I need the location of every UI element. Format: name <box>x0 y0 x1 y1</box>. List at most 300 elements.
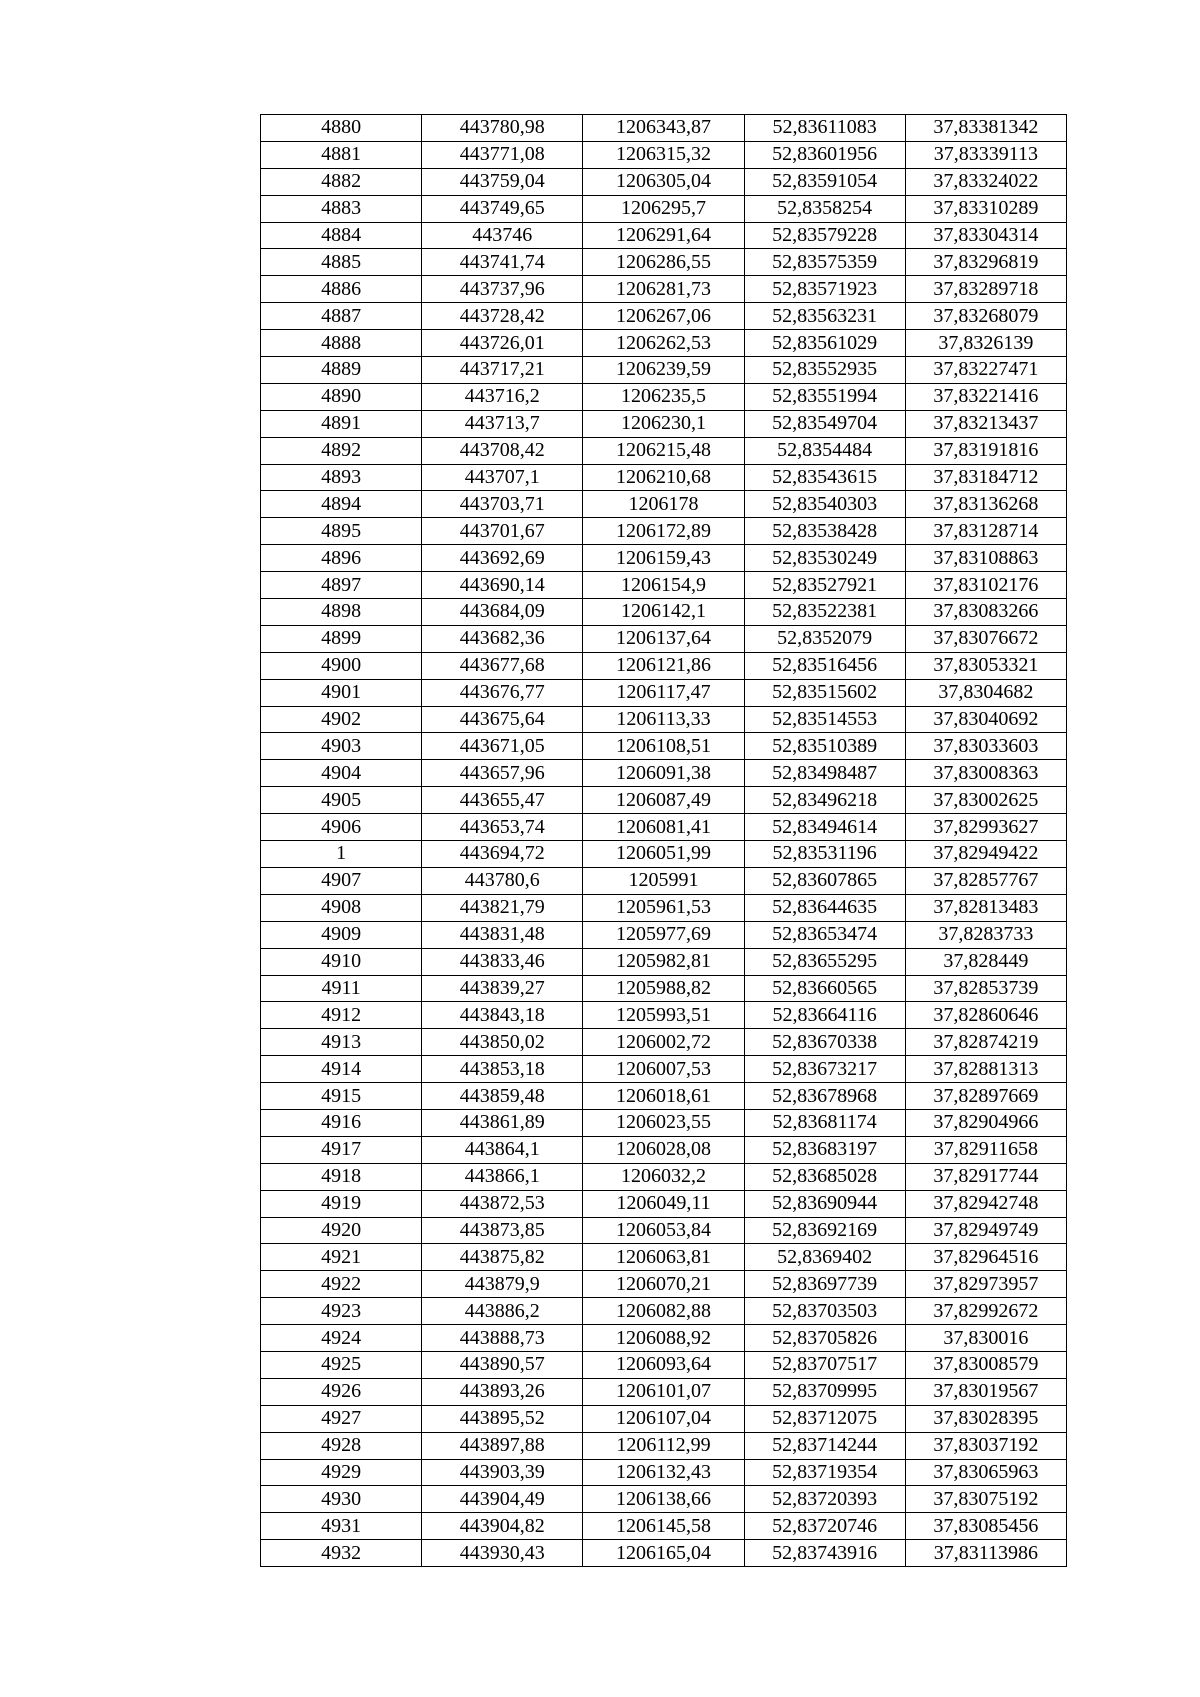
coordinates-table-body <box>261 115 1067 1567</box>
point-number-cell: 4922 <box>261 1271 422 1298</box>
longitude-cell: 37,82992672 <box>905 1298 1066 1325</box>
latitude-cell: 52,83496218 <box>744 787 905 814</box>
x-coordinate-cell: 443675,64 <box>422 706 583 733</box>
table-row <box>261 1378 1067 1405</box>
x-coordinate-cell: 443657,96 <box>422 760 583 787</box>
longitude-cell: 37,83028395 <box>905 1405 1066 1432</box>
x-coordinate-cell: 443771,08 <box>422 141 583 168</box>
longitude-cell: 37,82897669 <box>905 1083 1066 1110</box>
y-coordinate-cell: 1206145,58 <box>583 1513 744 1540</box>
latitude-cell: 52,8354484 <box>744 437 905 464</box>
x-coordinate-cell: 443893,26 <box>422 1378 583 1405</box>
y-coordinate-cell: 1206315,32 <box>583 141 744 168</box>
longitude-cell: 37,82904966 <box>905 1109 1066 1136</box>
y-coordinate-cell: 1206159,43 <box>583 545 744 572</box>
point-number-cell: 4885 <box>261 249 422 276</box>
point-number-cell: 4909 <box>261 921 422 948</box>
point-number-cell: 4923 <box>261 1298 422 1325</box>
point-number-cell: 4919 <box>261 1190 422 1217</box>
table-row <box>261 1432 1067 1459</box>
y-coordinate-cell: 1206088,92 <box>583 1325 744 1352</box>
point-number-cell: 4891 <box>261 410 422 437</box>
point-number-cell: 4918 <box>261 1163 422 1190</box>
y-coordinate-cell: 1206154,9 <box>583 572 744 599</box>
x-coordinate-cell: 443831,48 <box>422 921 583 948</box>
table-row <box>261 625 1067 652</box>
x-coordinate-cell: 443895,52 <box>422 1405 583 1432</box>
point-number-cell: 4894 <box>261 491 422 518</box>
latitude-cell: 52,83685028 <box>744 1163 905 1190</box>
x-coordinate-cell: 443671,05 <box>422 733 583 760</box>
table-row <box>261 1486 1067 1513</box>
longitude-cell: 37,828449 <box>905 948 1066 975</box>
y-coordinate-cell: 1206087,49 <box>583 787 744 814</box>
table-row <box>261 572 1067 599</box>
x-coordinate-cell: 443897,88 <box>422 1432 583 1459</box>
table-row <box>261 303 1067 330</box>
x-coordinate-cell: 443890,57 <box>422 1351 583 1378</box>
table-row <box>261 921 1067 948</box>
latitude-cell: 52,83530249 <box>744 545 905 572</box>
y-coordinate-cell: 1206215,48 <box>583 437 744 464</box>
point-number-cell: 4910 <box>261 948 422 975</box>
longitude-cell: 37,83213437 <box>905 410 1066 437</box>
point-number-cell: 4886 <box>261 276 422 303</box>
latitude-cell: 52,83575359 <box>744 249 905 276</box>
longitude-cell: 37,82973957 <box>905 1271 1066 1298</box>
table-row <box>261 1083 1067 1110</box>
longitude-cell: 37,83076672 <box>905 625 1066 652</box>
longitude-cell: 37,83136268 <box>905 491 1066 518</box>
table-row <box>261 491 1067 518</box>
table-row <box>261 410 1067 437</box>
table-row <box>261 222 1067 249</box>
point-number-cell: 4920 <box>261 1217 422 1244</box>
point-number-cell: 4895 <box>261 518 422 545</box>
y-coordinate-cell: 1206305,04 <box>583 168 744 195</box>
longitude-cell: 37,83037192 <box>905 1432 1066 1459</box>
longitude-cell: 37,82853739 <box>905 975 1066 1002</box>
latitude-cell: 52,83653474 <box>744 921 905 948</box>
y-coordinate-cell: 1206142,1 <box>583 599 744 626</box>
x-coordinate-cell: 443903,39 <box>422 1459 583 1486</box>
y-coordinate-cell: 1206281,73 <box>583 276 744 303</box>
y-coordinate-cell: 1206091,38 <box>583 760 744 787</box>
point-number-cell: 4912 <box>261 1002 422 1029</box>
latitude-cell: 52,83714244 <box>744 1432 905 1459</box>
point-number-cell: 4881 <box>261 141 422 168</box>
longitude-cell: 37,83019567 <box>905 1378 1066 1405</box>
y-coordinate-cell: 1206053,84 <box>583 1217 744 1244</box>
y-coordinate-cell: 1206262,53 <box>583 330 744 357</box>
point-number-cell: 4896 <box>261 545 422 572</box>
point-number-cell: 4925 <box>261 1351 422 1378</box>
y-coordinate-cell: 1206267,06 <box>583 303 744 330</box>
latitude-cell: 52,83683197 <box>744 1136 905 1163</box>
table-row <box>261 115 1067 142</box>
latitude-cell: 52,83719354 <box>744 1459 905 1486</box>
y-coordinate-cell: 1206165,04 <box>583 1540 744 1567</box>
point-number-cell: 4905 <box>261 787 422 814</box>
latitude-cell: 52,83538428 <box>744 518 905 545</box>
point-number-cell: 4908 <box>261 894 422 921</box>
point-number-cell: 4890 <box>261 383 422 410</box>
point-number-cell: 4924 <box>261 1325 422 1352</box>
latitude-cell: 52,83709995 <box>744 1378 905 1405</box>
latitude-cell: 52,83527921 <box>744 572 905 599</box>
point-number-cell: 4904 <box>261 760 422 787</box>
x-coordinate-cell: 443904,82 <box>422 1513 583 1540</box>
longitude-cell: 37,83310289 <box>905 195 1066 222</box>
longitude-cell: 37,82911658 <box>905 1136 1066 1163</box>
x-coordinate-cell: 443759,04 <box>422 168 583 195</box>
table-row <box>261 1405 1067 1432</box>
latitude-cell: 52,8369402 <box>744 1244 905 1271</box>
point-number-cell: 4921 <box>261 1244 422 1271</box>
point-number-cell: 4898 <box>261 599 422 626</box>
point-number-cell: 4911 <box>261 975 422 1002</box>
point-number-cell: 4893 <box>261 464 422 491</box>
latitude-cell: 52,83494614 <box>744 814 905 841</box>
latitude-cell: 52,8358254 <box>744 195 905 222</box>
y-coordinate-cell: 1206138,66 <box>583 1486 744 1513</box>
latitude-cell: 52,83601956 <box>744 141 905 168</box>
longitude-cell: 37,82874219 <box>905 1029 1066 1056</box>
latitude-cell: 52,8352079 <box>744 625 905 652</box>
latitude-cell: 52,83549704 <box>744 410 905 437</box>
x-coordinate-cell: 443707,1 <box>422 464 583 491</box>
longitude-cell: 37,83324022 <box>905 168 1066 195</box>
longitude-cell: 37,83184712 <box>905 464 1066 491</box>
x-coordinate-cell: 443653,74 <box>422 814 583 841</box>
table-row <box>261 1351 1067 1378</box>
table-row <box>261 195 1067 222</box>
y-coordinate-cell: 1206121,86 <box>583 652 744 679</box>
longitude-cell: 37,83075192 <box>905 1486 1066 1513</box>
y-coordinate-cell: 1206107,04 <box>583 1405 744 1432</box>
point-number-cell: 4929 <box>261 1459 422 1486</box>
longitude-cell: 37,83296819 <box>905 249 1066 276</box>
x-coordinate-cell: 443694,72 <box>422 841 583 868</box>
x-coordinate-cell: 443746 <box>422 222 583 249</box>
point-number-cell: 4916 <box>261 1109 422 1136</box>
y-coordinate-cell: 1206230,1 <box>583 410 744 437</box>
point-number-cell: 4915 <box>261 1083 422 1110</box>
table-row <box>261 518 1067 545</box>
table-row <box>261 706 1067 733</box>
x-coordinate-cell: 443930,43 <box>422 1540 583 1567</box>
table-row <box>261 1136 1067 1163</box>
longitude-cell: 37,83113986 <box>905 1540 1066 1567</box>
point-number-cell: 4899 <box>261 625 422 652</box>
x-coordinate-cell: 443850,02 <box>422 1029 583 1056</box>
latitude-cell: 52,83705826 <box>744 1325 905 1352</box>
table-row <box>261 357 1067 384</box>
table-row <box>261 733 1067 760</box>
point-number-cell: 4888 <box>261 330 422 357</box>
longitude-cell: 37,83102176 <box>905 572 1066 599</box>
latitude-cell: 52,83712075 <box>744 1405 905 1432</box>
table-row <box>261 437 1067 464</box>
y-coordinate-cell: 1206210,68 <box>583 464 744 491</box>
latitude-cell: 52,83673217 <box>744 1056 905 1083</box>
table-row <box>261 1459 1067 1486</box>
table-row <box>261 1163 1067 1190</box>
longitude-cell: 37,83221416 <box>905 383 1066 410</box>
latitude-cell: 52,83591054 <box>744 168 905 195</box>
y-coordinate-cell: 1206291,64 <box>583 222 744 249</box>
y-coordinate-cell: 1206007,53 <box>583 1056 744 1083</box>
x-coordinate-cell: 443886,2 <box>422 1298 583 1325</box>
y-coordinate-cell: 1206108,51 <box>583 733 744 760</box>
latitude-cell: 52,83703503 <box>744 1298 905 1325</box>
latitude-cell: 52,83522381 <box>744 599 905 626</box>
x-coordinate-cell: 443728,42 <box>422 303 583 330</box>
table-row <box>261 1271 1067 1298</box>
latitude-cell: 52,83720393 <box>744 1486 905 1513</box>
point-number-cell: 4927 <box>261 1405 422 1432</box>
point-number-cell: 4903 <box>261 733 422 760</box>
table-row <box>261 894 1067 921</box>
y-coordinate-cell: 1206081,41 <box>583 814 744 841</box>
latitude-cell: 52,83670338 <box>744 1029 905 1056</box>
x-coordinate-cell: 443708,42 <box>422 437 583 464</box>
latitude-cell: 52,83660565 <box>744 975 905 1002</box>
latitude-cell: 52,83514553 <box>744 706 905 733</box>
point-number-cell: 4907 <box>261 867 422 894</box>
longitude-cell: 37,8326139 <box>905 330 1066 357</box>
table-row <box>261 1190 1067 1217</box>
point-number-cell: 4884 <box>261 222 422 249</box>
latitude-cell: 52,83543615 <box>744 464 905 491</box>
longitude-cell: 37,83289718 <box>905 276 1066 303</box>
table-row <box>261 1325 1067 1352</box>
point-number-cell: 4880 <box>261 115 422 142</box>
y-coordinate-cell: 1206093,64 <box>583 1351 744 1378</box>
x-coordinate-cell: 443676,77 <box>422 679 583 706</box>
latitude-cell: 52,83697739 <box>744 1271 905 1298</box>
point-number-cell: 4906 <box>261 814 422 841</box>
point-number-cell: 4892 <box>261 437 422 464</box>
longitude-cell: 37,8304682 <box>905 679 1066 706</box>
x-coordinate-cell: 443859,48 <box>422 1083 583 1110</box>
longitude-cell: 37,82813483 <box>905 894 1066 921</box>
table-row <box>261 679 1067 706</box>
longitude-cell: 37,82881313 <box>905 1056 1066 1083</box>
y-coordinate-cell: 1206023,55 <box>583 1109 744 1136</box>
x-coordinate-cell: 443716,2 <box>422 383 583 410</box>
point-number-cell: 4897 <box>261 572 422 599</box>
x-coordinate-cell: 443741,74 <box>422 249 583 276</box>
table-row <box>261 464 1067 491</box>
table-row <box>261 249 1067 276</box>
longitude-cell: 37,83053321 <box>905 652 1066 679</box>
y-coordinate-cell: 1206137,64 <box>583 625 744 652</box>
y-coordinate-cell: 1205993,51 <box>583 1002 744 1029</box>
y-coordinate-cell: 1205991 <box>583 867 744 894</box>
longitude-cell: 37,82993627 <box>905 814 1066 841</box>
point-number-cell: 4913 <box>261 1029 422 1056</box>
x-coordinate-cell: 443866,1 <box>422 1163 583 1190</box>
longitude-cell: 37,82917744 <box>905 1163 1066 1190</box>
table-row <box>261 1056 1067 1083</box>
table-row <box>261 1298 1067 1325</box>
latitude-cell: 52,83664116 <box>744 1002 905 1029</box>
point-number-cell: 4883 <box>261 195 422 222</box>
y-coordinate-cell: 1206172,89 <box>583 518 744 545</box>
longitude-cell: 37,82860646 <box>905 1002 1066 1029</box>
latitude-cell: 52,83611083 <box>744 115 905 142</box>
longitude-cell: 37,83040692 <box>905 706 1066 733</box>
table-row <box>261 814 1067 841</box>
point-number-cell: 4917 <box>261 1136 422 1163</box>
latitude-cell: 52,83561029 <box>744 330 905 357</box>
longitude-cell: 37,83085456 <box>905 1513 1066 1540</box>
latitude-cell: 52,83692169 <box>744 1217 905 1244</box>
y-coordinate-cell: 1206070,21 <box>583 1271 744 1298</box>
x-coordinate-cell: 443888,73 <box>422 1325 583 1352</box>
point-number-cell: 4901 <box>261 679 422 706</box>
table-row <box>261 330 1067 357</box>
table-row <box>261 1513 1067 1540</box>
y-coordinate-cell: 1205977,69 <box>583 921 744 948</box>
latitude-cell: 52,83563231 <box>744 303 905 330</box>
y-coordinate-cell: 1206235,5 <box>583 383 744 410</box>
longitude-cell: 37,83128714 <box>905 518 1066 545</box>
x-coordinate-cell: 443875,82 <box>422 1244 583 1271</box>
latitude-cell: 52,83678968 <box>744 1083 905 1110</box>
table-row <box>261 1540 1067 1567</box>
y-coordinate-cell: 1205988,82 <box>583 975 744 1002</box>
table-row <box>261 975 1067 1002</box>
longitude-cell: 37,83191816 <box>905 437 1066 464</box>
x-coordinate-cell: 443839,27 <box>422 975 583 1002</box>
table-row <box>261 841 1067 868</box>
y-coordinate-cell: 1206343,87 <box>583 115 744 142</box>
x-coordinate-cell: 443872,53 <box>422 1190 583 1217</box>
latitude-cell: 52,83552935 <box>744 357 905 384</box>
x-coordinate-cell: 443833,46 <box>422 948 583 975</box>
x-coordinate-cell: 443713,7 <box>422 410 583 437</box>
y-coordinate-cell: 1206117,47 <box>583 679 744 706</box>
y-coordinate-cell: 1206049,11 <box>583 1190 744 1217</box>
x-coordinate-cell: 443749,65 <box>422 195 583 222</box>
latitude-cell: 52,83515602 <box>744 679 905 706</box>
table-row <box>261 545 1067 572</box>
x-coordinate-cell: 443904,49 <box>422 1486 583 1513</box>
point-number-cell: 4902 <box>261 706 422 733</box>
longitude-cell: 37,83339113 <box>905 141 1066 168</box>
y-coordinate-cell: 1206239,59 <box>583 357 744 384</box>
longitude-cell: 37,830016 <box>905 1325 1066 1352</box>
x-coordinate-cell: 443703,71 <box>422 491 583 518</box>
latitude-cell: 52,83607865 <box>744 867 905 894</box>
x-coordinate-cell: 443879,9 <box>422 1271 583 1298</box>
table-row <box>261 276 1067 303</box>
longitude-cell: 37,83065963 <box>905 1459 1066 1486</box>
point-number-cell: 4889 <box>261 357 422 384</box>
longitude-cell: 37,8283733 <box>905 921 1066 948</box>
y-coordinate-cell: 1206132,43 <box>583 1459 744 1486</box>
table-row <box>261 787 1067 814</box>
table-row <box>261 168 1067 195</box>
latitude-cell: 52,83644635 <box>744 894 905 921</box>
x-coordinate-cell: 443655,47 <box>422 787 583 814</box>
latitude-cell: 52,83531196 <box>744 841 905 868</box>
y-coordinate-cell: 1206295,7 <box>583 195 744 222</box>
point-number-cell: 4931 <box>261 1513 422 1540</box>
y-coordinate-cell: 1206051,99 <box>583 841 744 868</box>
table-row <box>261 383 1067 410</box>
y-coordinate-cell: 1206101,07 <box>583 1378 744 1405</box>
table-row <box>261 1002 1067 1029</box>
table-row <box>261 1029 1067 1056</box>
x-coordinate-cell: 443717,21 <box>422 357 583 384</box>
table-row <box>261 1109 1067 1136</box>
latitude-cell: 52,83571923 <box>744 276 905 303</box>
latitude-cell: 52,83498487 <box>744 760 905 787</box>
table-row <box>261 1244 1067 1271</box>
longitude-cell: 37,82949422 <box>905 841 1066 868</box>
longitude-cell: 37,82942748 <box>905 1190 1066 1217</box>
y-coordinate-cell: 1205961,53 <box>583 894 744 921</box>
latitude-cell: 52,83690944 <box>744 1190 905 1217</box>
y-coordinate-cell: 1206286,55 <box>583 249 744 276</box>
x-coordinate-cell: 443864,1 <box>422 1136 583 1163</box>
x-coordinate-cell: 443873,85 <box>422 1217 583 1244</box>
longitude-cell: 37,83381342 <box>905 115 1066 142</box>
latitude-cell: 52,83516456 <box>744 652 905 679</box>
longitude-cell: 37,83227471 <box>905 357 1066 384</box>
point-number-cell: 4928 <box>261 1432 422 1459</box>
latitude-cell: 52,83551994 <box>744 383 905 410</box>
longitude-cell: 37,83002625 <box>905 787 1066 814</box>
x-coordinate-cell: 443692,69 <box>422 545 583 572</box>
latitude-cell: 52,83743916 <box>744 1540 905 1567</box>
y-coordinate-cell: 1206032,2 <box>583 1163 744 1190</box>
y-coordinate-cell: 1205982,81 <box>583 948 744 975</box>
point-number-cell: 4932 <box>261 1540 422 1567</box>
table-row <box>261 599 1067 626</box>
point-number-cell: 4926 <box>261 1378 422 1405</box>
table-row <box>261 141 1067 168</box>
y-coordinate-cell: 1206028,08 <box>583 1136 744 1163</box>
y-coordinate-cell: 1206178 <box>583 491 744 518</box>
table-row <box>261 760 1067 787</box>
y-coordinate-cell: 1206063,81 <box>583 1244 744 1271</box>
coordinates-table <box>260 114 1067 1567</box>
y-coordinate-cell: 1206018,61 <box>583 1083 744 1110</box>
point-number-cell: 4930 <box>261 1486 422 1513</box>
latitude-cell: 52,83681174 <box>744 1109 905 1136</box>
latitude-cell: 52,83707517 <box>744 1351 905 1378</box>
y-coordinate-cell: 1206113,33 <box>583 706 744 733</box>
x-coordinate-cell: 443821,79 <box>422 894 583 921</box>
longitude-cell: 37,83083266 <box>905 599 1066 626</box>
y-coordinate-cell: 1206002,72 <box>583 1029 744 1056</box>
x-coordinate-cell: 443684,09 <box>422 599 583 626</box>
x-coordinate-cell: 443843,18 <box>422 1002 583 1029</box>
latitude-cell: 52,83720746 <box>744 1513 905 1540</box>
longitude-cell: 37,83008363 <box>905 760 1066 787</box>
point-number-cell: 4887 <box>261 303 422 330</box>
y-coordinate-cell: 1206112,99 <box>583 1432 744 1459</box>
x-coordinate-cell: 443853,18 <box>422 1056 583 1083</box>
x-coordinate-cell: 443682,36 <box>422 625 583 652</box>
x-coordinate-cell: 443690,14 <box>422 572 583 599</box>
x-coordinate-cell: 443677,68 <box>422 652 583 679</box>
table-row <box>261 652 1067 679</box>
